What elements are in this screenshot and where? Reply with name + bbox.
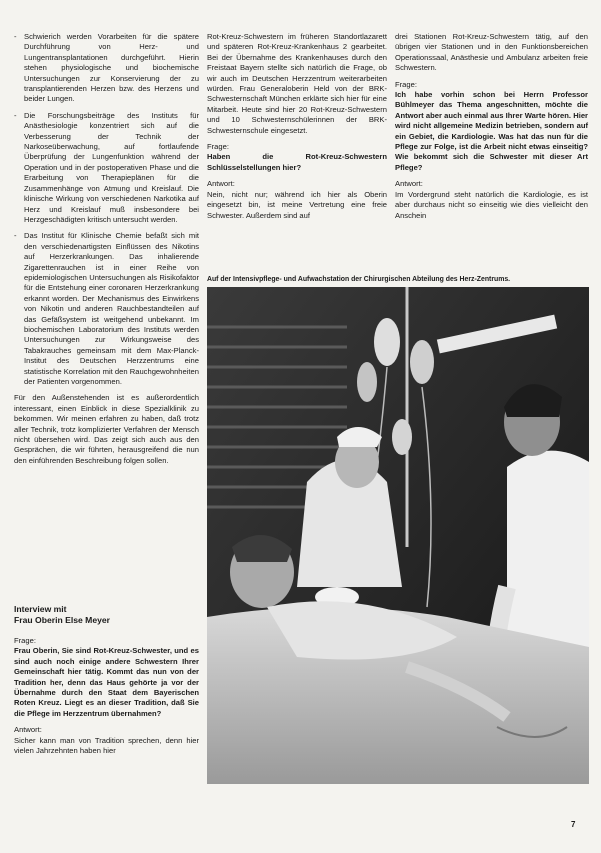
interview-heading-line-1: Interview mit [14, 604, 67, 614]
paragraph: drei Stationen Rot-Kreuz-Schwestern tätig, auf den übrigen vier Stationen und in den Funktionsbereichen Operationssaal, Anästhesie und Ambulanz arbeiten freie Schwestern. [395, 32, 588, 73]
paragraph: Rot-Kreuz-Schwestern im früheren Standortlazarett und späteren Rot-Kreuz-Krankenhaus 2 gearbeitet. Bei der Übernahme des Krankenhauses durch den Freistaat Bayern stellte sich natürlich die Frage, ob wir auch im Deutschen Herzzentrum weiterarbeiten würden. Frau Generaloberin Held von der BRK-Schwesternschaft München erklärte sich hier für eine Mitarbeit. Heute sind hier 20 Rot-Kreuz-Schwestern und 10 Schwesternschülerinnen der BRK-Schwesternschule eingesetzt. [207, 32, 387, 135]
question-text: Ich habe vorhin schon bei Herrn Professor Bühlmeyer das Thema angeschnitten, möchte die Antwort aber auch einmal aus Ihrer Warte hören. Hier wird nicht allgemeine Medizin betrieben, sondern auf ein Gebiet, die Kardiologie. Was hat das nun für die Pflege zur Folge, ist die Arbeit nicht etwas einseitig? Wie bekommt sich die Schwester mit dieser Art Pflege? [395, 90, 588, 172]
interview-section [14, 604, 199, 759]
answer-text: Sicher kann man von Tradition sprechen, denn hier vielen Jahrzehnten haben hier [14, 735, 199, 756]
article-column-3 [395, 32, 588, 224]
answer-label: Antwort: [207, 179, 235, 189]
bullet-item: - Das Institut für Klinische Chemie befaßt sich mit den verschiedenartigsten Einflüssen des Nikotins auf Herzerkrankungen. Das inhalierende Zigarettenrauchen ist in einer Reihe von epidemiologischen Untersuchungen als Risikofaktor für die Entstehung einer coronaren Herzerkrankung erkannt worden. Der Mechanismus des Einwirkens von Nikotin und anderen Rauchbestandteilen auf das Gefäßsystem ist weitgehend unbekannt. Im biochemischen Laboratorium des Instituts werden Untersuchungen zur Wirkungsweise des Tabakrauches gemeinsam mit dem Max-Planck-Institut des Deutschen Herzzentrums eine statistische Korrelation mit den Rauchgewohnheiten der Patienten vorgenommen. [14, 231, 199, 387]
answer-text: Nein, nicht nur; während ich hier als Oberin eingesetzt bin, ist meine Vertretung eine freie Schwester. Außerdem sind auf [207, 189, 387, 220]
article-column-2 [207, 32, 387, 224]
question-label: Frage: [395, 79, 417, 89]
answer-label: Antwort: [395, 179, 423, 189]
intensive-care-photo [207, 287, 589, 784]
photo-caption: Auf der Intensivpflege- und Aufwachstation der Chirurgischen Abteilung des Herz-Zentrums. [207, 276, 511, 283]
question-label: Frage: [207, 142, 229, 152]
article-column-1 [14, 32, 199, 469]
answer-label: Antwort: [14, 725, 42, 735]
bullet-item: - Die Forschungsbeiträge des Instituts für Anästhesiologie konzentriert sich auf die Verbesserung der Technik der Narkoseüberwachung, auf fortlaufende Überprüfung der Lungenfunktion während der Operation und in der postoperativen Phase und die Erarbeitung von Therapieplänen für die Zusammenhänge von Atmung und Kreislauf. Die klinische Wirkung von verschiedenen Narkotika auf Herz und Kreislauf muß insbesondere bei Herzgeschädigten kritisch untersucht werden. [14, 111, 199, 225]
answer-text: Im Vordergrund steht natürlich die Kardiologie, es ist aber durchaus nicht so einseitig wie dies vielleicht den Anschein [395, 189, 588, 220]
question-text: Frau Oberin, Sie sind Rot-Kreuz-Schwester, und es sind auch noch einige andere Schwestern Ihrer Gemeinschaft hier tätig. Kommt das nun von der Tradition her, denn das Haus gehörte ja vor der Übernahme durch den Staat dem Bayerischen Roten Kreuz. Liegt es an dieser Tradition, daß Sie die Pflege im Herzzentrum übernahmen? [14, 646, 199, 718]
interview-heading [14, 604, 199, 626]
question-text: Haben die Rot-Kreuz-Schwestern Schlüsselstellungen hier? [207, 152, 387, 172]
question-label: Frage: [14, 636, 36, 645]
page-number: 7 [571, 820, 576, 829]
bullet-item: - Schwierich werden Vorarbeiten für die spätere Durchführung von Herz- und Lungentransplantationen durchgeführt. Hierin stehen physiologische und biochemische Untersuchungen zur Konservierung der zu transplantierenden Herzen bzw. des Herzens und beider Lungen. [14, 32, 199, 105]
interview-heading-line-2: Frau Oberin Else Meyer [14, 615, 110, 625]
closing-paragraph: Für den Außenstehenden ist es außerordentlich interessant, einen Einblick in diese Spezialklinik zu bekommen. Wir meinen erfahren zu haben, daß trotz aller Technik, trotz komplizierter Verfahren der Mensch nicht übersehen wird. Das zeigt sich auch aus den Gesprächen, die wir führten, herausgreifend die nun den einführenden Beschreibung folgen sollen. [14, 393, 199, 465]
research-bullet-list [14, 32, 199, 387]
